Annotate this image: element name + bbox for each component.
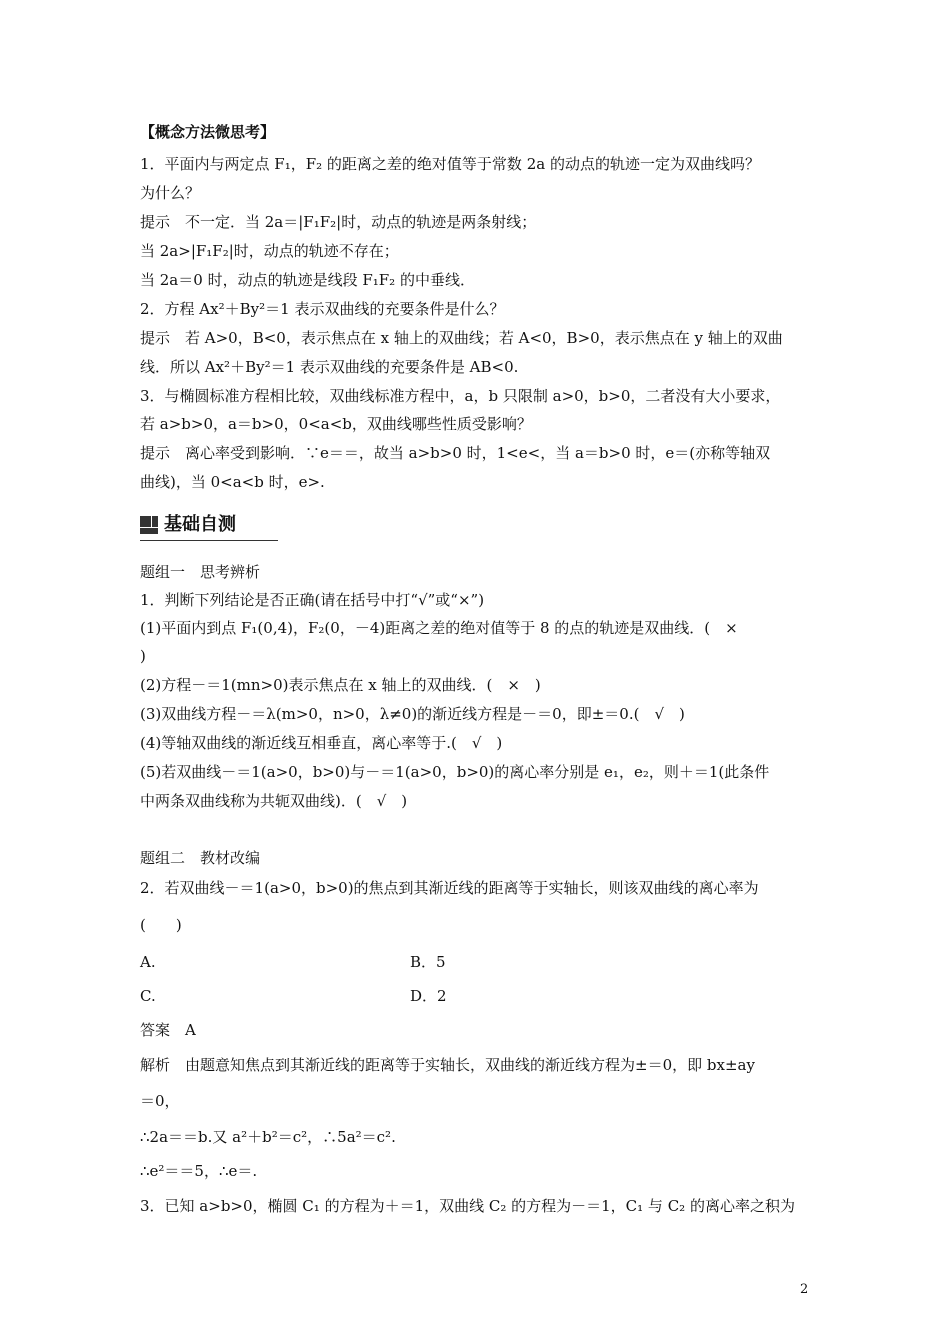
section-header: [140, 512, 272, 540]
group1-line: (2)方程－＝1(mn>0)表示焦点在 x 轴上的双曲线．( × ): [140, 676, 541, 694]
concept-line: 线．所以 Ax²＋By²＝1 表示双曲线的充要条件是 AB<0.: [140, 358, 519, 376]
section-divider: [140, 540, 278, 541]
question-line: 2．若双曲线－＝1(a>0，b>0)的焦点到其渐近线的距离等于实轴长，则该双曲线的离心率为: [140, 879, 759, 897]
option-c: C.: [140, 987, 156, 1005]
concept-line: 当 2a>|F₁F₂|时，动点的轨迹不存在；: [140, 242, 399, 260]
group1-line: (1)平面内到点 F₁(0,4)，F₂(0，－4)距离之差的绝对值等于 8 的点的轨迹是双曲线．( ×: [140, 619, 738, 637]
group1-line: (5)若双曲线－＝1(a>0，b>0)与－＝1(a>0，b>0)的离心率分别是 e₁，e₂，则＋＝1(此条件: [140, 763, 770, 781]
group1-line: 1．判断下列结论是否正确(请在括号中打“√”或“×”): [140, 591, 485, 609]
concept-line: 提示 若 A>0，B<0，表示焦点在 x 轴上的双曲线；若 A<0，B>0，表示焦点在 y 轴上的双曲: [140, 329, 783, 347]
group1-line: (4)等轴双曲线的渐近线互相垂直，离心率等于.( √ ): [140, 734, 503, 752]
question-line: 3．已知 a>b>0，椭圆 C₁ 的方程为＋＝1，双曲线 C₂ 的方程为－＝1，C₁ 与 C₂ 的离心率之积为: [140, 1197, 795, 1215]
section-title: 基础自测: [164, 514, 236, 535]
analysis-line: ＝0，: [140, 1092, 180, 1110]
concept-line: 当 2a＝0 时，动点的轨迹是线段 F₁F₂ 的中垂线．: [140, 271, 475, 289]
concept-heading: 【概念方法微思考】: [140, 123, 276, 141]
concept-line: 2．方程 Ax²＋By²＝1 表示双曲线的充要条件是什么？: [140, 300, 505, 318]
option-d: D．2: [410, 987, 447, 1005]
analysis-line: ∴e²＝＝5，∴e＝.: [140, 1162, 258, 1180]
group2-title: 题组二 教材改编: [140, 849, 261, 867]
concept-line: 提示 离心率受到影响．∵e＝＝，故当 a>b>0 时，1<e<，当 a＝b>0 时，e＝(亦称等轴双: [140, 444, 771, 462]
concept-line: 提示 不一定．当 2a＝|F₁F₂|时，动点的轨迹是两条射线；: [140, 213, 537, 231]
analysis-line: 解析 由题意知焦点到其渐近线的距离等于实轴长，双曲线的渐近线方程为±＝0，即 bx±ay: [140, 1056, 755, 1074]
concept-line: 若 a>b>0，a＝b>0，0<a<b，双曲线哪些性质受影响？: [140, 415, 532, 433]
question-line: ( ): [140, 916, 182, 934]
analysis-line: ∴2a＝＝b.又 a²＋b²＝c²，∴5a²＝c².: [140, 1128, 396, 1146]
concept-line: 1．平面内与两定点 F₁，F₂ 的距离之差的绝对值等于常数 2a 的动点的轨迹一定为双曲线吗？: [140, 155, 760, 173]
concept-line: 曲线)，当 0<a<b 时，e>.: [140, 473, 325, 491]
group1-line: 中两条双曲线称为共轭双曲线)．( √ ): [140, 792, 408, 810]
option-a: A.: [140, 953, 156, 971]
concept-line: 3．与椭圆标准方程相比较，双曲线标准方程中，a，b 只限制 a>0，b>0，二者没有大小要求，: [140, 387, 781, 405]
section-marker-icon: [140, 516, 158, 534]
page-number: 2: [800, 1282, 809, 1297]
group1-line: ): [140, 647, 146, 665]
group1-title: 题组一 思考辨析: [140, 563, 261, 581]
answer-line: 答案 A: [140, 1021, 196, 1039]
concept-line: 为什么？: [140, 184, 201, 202]
option-b: B．5: [410, 953, 446, 971]
group1-line: (3)双曲线方程－＝λ(m>0，n>0，λ≠0)的渐近线方程是－＝0，即±＝0.( √ ): [140, 705, 685, 723]
